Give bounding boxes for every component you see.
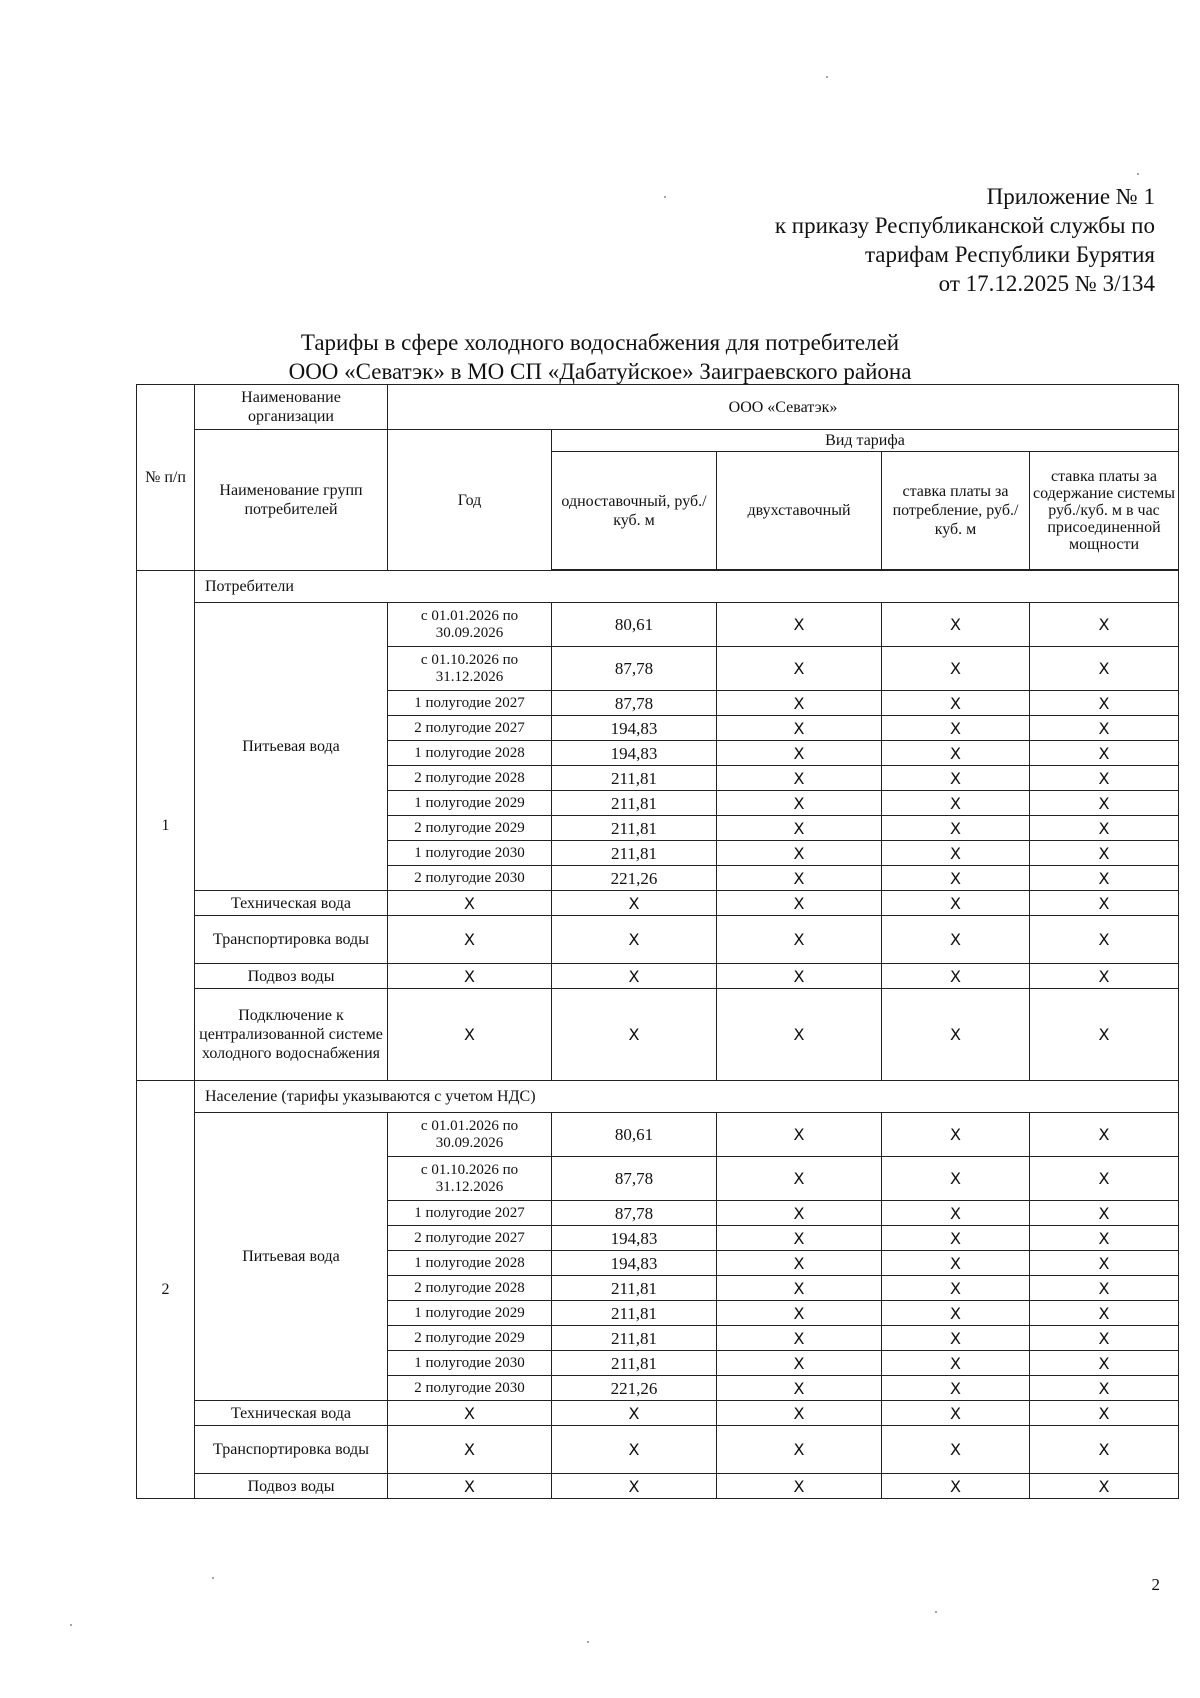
consumer-group-label: Транспортировка воды — [195, 1426, 388, 1474]
x-mark: X — [1030, 716, 1179, 741]
x-mark: X — [882, 1426, 1030, 1474]
x-mark: X — [1030, 866, 1179, 891]
x-mark: X — [388, 989, 552, 1081]
period-cell: 2 полугодие 2029 — [388, 1326, 552, 1351]
x-mark: X — [388, 1474, 552, 1499]
x-mark: X — [552, 891, 717, 916]
period-cell: 1 полугодие 2028 — [388, 741, 552, 766]
x-mark: X — [1030, 891, 1179, 916]
x-mark: X — [882, 1157, 1030, 1201]
single-rate-value: 211,81 — [552, 841, 717, 866]
x-mark: X — [717, 1157, 882, 1201]
page-number: 2 — [1151, 1575, 1160, 1594]
row-number: 2 — [137, 1081, 195, 1499]
x-mark: X — [1030, 1276, 1179, 1301]
table-row — [137, 916, 1179, 964]
single-rate-value: 221,26 — [552, 1376, 717, 1401]
x-mark: X — [717, 791, 882, 816]
period-cell: с 01.10.2026 по 31.12.2026 — [388, 1157, 552, 1201]
period-cell: 2 полугодие 2030 — [388, 866, 552, 891]
x-mark: X — [717, 1276, 882, 1301]
table-row — [137, 1113, 1179, 1157]
x-mark: X — [1030, 1401, 1179, 1426]
x-mark: X — [1030, 1301, 1179, 1326]
group-title: Потребители — [195, 571, 1179, 603]
x-mark: X — [882, 1276, 1030, 1301]
x-mark: X — [882, 1113, 1030, 1157]
single-rate-value: 211,81 — [552, 766, 717, 791]
org-label-header: Наименование организации — [195, 385, 388, 430]
groups-header: Наименование групп потребителей — [195, 430, 388, 571]
single-rate-value: 194,83 — [552, 1226, 717, 1251]
period-cell: с 01.01.2026 по 30.09.2026 — [388, 603, 552, 647]
x-mark: X — [882, 964, 1030, 989]
group-title: Население (тарифы указываются с учетом НДС) — [195, 1081, 1179, 1113]
x-mark: X — [388, 916, 552, 964]
x-mark: X — [1030, 1251, 1179, 1276]
period-cell: 2 полугодие 2030 — [388, 1376, 552, 1401]
document-title — [140, 328, 1060, 386]
period-cell: 1 полугодие 2027 — [388, 1201, 552, 1226]
tariff-table-body — [137, 385, 1179, 1499]
single-rate-header: одноставочный, руб./ куб. м — [552, 452, 717, 570]
consumer-group-label: Техническая вода — [195, 891, 388, 916]
appendix-line: тарифам Республики Бурятия — [864, 242, 1155, 267]
x-mark: X — [1030, 841, 1179, 866]
x-mark: X — [882, 1351, 1030, 1376]
consumer-group-label: Подвоз воды — [195, 964, 388, 989]
x-mark: X — [717, 964, 882, 989]
x-mark: X — [552, 916, 717, 964]
x-mark: X — [717, 816, 882, 841]
x-mark: X — [882, 741, 1030, 766]
x-mark: X — [882, 603, 1030, 647]
x-mark: X — [1030, 1351, 1179, 1376]
x-mark: X — [1030, 1376, 1179, 1401]
x-mark: X — [717, 716, 882, 741]
scan-speck — [935, 1611, 937, 1613]
single-rate-value: 87,78 — [552, 1201, 717, 1226]
x-mark: X — [1030, 1113, 1179, 1157]
single-rate-value: 211,81 — [552, 1326, 717, 1351]
scan-speck — [587, 1641, 589, 1643]
period-cell: 2 полугодие 2029 — [388, 816, 552, 841]
table-row — [137, 891, 1179, 916]
x-mark: X — [1030, 1474, 1179, 1499]
single-rate-value: 211,81 — [552, 791, 717, 816]
appendix-line: Приложение № 1 — [986, 184, 1155, 209]
x-mark: X — [552, 1474, 717, 1499]
period-cell: 1 полугодие 2028 — [388, 1251, 552, 1276]
x-mark: X — [1030, 603, 1179, 647]
x-mark: X — [717, 647, 882, 691]
tariff-kind-header: Вид тарифа — [552, 430, 1179, 452]
x-mark: X — [882, 716, 1030, 741]
x-mark: X — [717, 1201, 882, 1226]
table-row — [137, 1081, 1179, 1113]
table-row — [137, 1401, 1179, 1426]
x-mark: X — [1030, 691, 1179, 716]
period-cell: 2 полугодие 2027 — [388, 716, 552, 741]
x-mark: X — [1030, 1326, 1179, 1351]
table-row — [137, 1426, 1179, 1474]
appendix-line: от 17.12.2025 № 3/134 — [938, 271, 1155, 296]
single-rate-value: 194,83 — [552, 741, 717, 766]
single-rate-value: 211,81 — [552, 1351, 717, 1376]
x-mark: X — [717, 603, 882, 647]
x-mark: X — [552, 1426, 717, 1474]
period-cell: с 01.01.2026 по 30.09.2026 — [388, 1113, 552, 1157]
consumer-group-label: Техническая вода — [195, 1401, 388, 1426]
x-mark: X — [552, 964, 717, 989]
x-mark: X — [717, 1474, 882, 1499]
x-mark: X — [717, 866, 882, 891]
single-rate-value: 80,61 — [552, 603, 717, 647]
period-cell: 1 полугодие 2029 — [388, 1301, 552, 1326]
x-mark: X — [882, 691, 1030, 716]
period-cell: с 01.10.2026 по 31.12.2026 — [388, 647, 552, 691]
period-cell: 1 полугодие 2029 — [388, 791, 552, 816]
year-header: Год — [388, 430, 552, 571]
single-rate-value: 194,83 — [552, 1251, 717, 1276]
x-mark: X — [1030, 816, 1179, 841]
consumption-rate-header: ставка платы за потребление, руб./ куб. м — [882, 452, 1030, 570]
x-mark: X — [717, 1301, 882, 1326]
org-value-header: ООО «Севатэк» — [388, 385, 1179, 430]
period-cell: 1 полугодие 2030 — [388, 841, 552, 866]
x-mark: X — [882, 1326, 1030, 1351]
x-mark: X — [882, 1401, 1030, 1426]
period-cell: 2 полугодие 2028 — [388, 766, 552, 791]
consumer-group-label: Подвоз воды — [195, 1474, 388, 1499]
table-row — [137, 1474, 1179, 1499]
consumer-group-label: Подключение к централизованной системе холодного водоснабжения — [195, 989, 388, 1081]
x-mark: X — [1030, 989, 1179, 1081]
appendix-line: к приказу Республиканской службы по — [774, 213, 1155, 238]
period-cell: 1 полугодие 2027 — [388, 691, 552, 716]
x-mark: X — [717, 1351, 882, 1376]
scan-speck — [664, 196, 666, 198]
x-mark: X — [717, 1326, 882, 1351]
x-mark: X — [717, 1401, 882, 1426]
x-mark: X — [882, 791, 1030, 816]
title-line-2: ООО «Севатэк» в МО СП «Дабатуйское» Заиграевского района — [288, 359, 912, 384]
x-mark: X — [1030, 1226, 1179, 1251]
single-rate-value: 211,81 — [552, 1276, 717, 1301]
drinking-water-label: Питьевая вода — [195, 1113, 388, 1401]
single-rate-value: 87,78 — [552, 1157, 717, 1201]
single-rate-value: 194,83 — [552, 716, 717, 741]
table-row — [137, 964, 1179, 989]
x-mark: X — [882, 841, 1030, 866]
x-mark: X — [717, 841, 882, 866]
x-mark: X — [882, 989, 1030, 1081]
x-mark: X — [1030, 741, 1179, 766]
period-cell: 2 полугодие 2027 — [388, 1226, 552, 1251]
x-mark: X — [1030, 1201, 1179, 1226]
x-mark: X — [1030, 647, 1179, 691]
period-cell: 2 полугодие 2028 — [388, 1276, 552, 1301]
x-mark: X — [717, 691, 882, 716]
x-mark: X — [882, 816, 1030, 841]
x-mark: X — [552, 1401, 717, 1426]
x-mark: X — [1030, 916, 1179, 964]
x-mark: X — [552, 989, 717, 1081]
two-rate-header: двухставочный — [717, 452, 882, 570]
row-number: 1 — [137, 571, 195, 1081]
x-mark: X — [717, 891, 882, 916]
x-mark: X — [717, 1251, 882, 1276]
x-mark: X — [388, 964, 552, 989]
x-mark: X — [388, 1426, 552, 1474]
x-mark: X — [717, 916, 882, 964]
x-mark: X — [717, 989, 882, 1081]
single-rate-value: 211,81 — [552, 1301, 717, 1326]
single-rate-value: 211,81 — [552, 816, 717, 841]
drinking-water-label: Питьевая вода — [195, 603, 388, 891]
x-mark: X — [882, 1301, 1030, 1326]
maintenance-rate-header: ставка платы за содержание системы руб./куб. м в час присоединенной мощности — [1030, 452, 1179, 570]
single-rate-value: 80,61 — [552, 1113, 717, 1157]
x-mark: X — [717, 1113, 882, 1157]
x-mark: X — [882, 1226, 1030, 1251]
x-mark: X — [1030, 1426, 1179, 1474]
tariff-table-wrapper — [136, 384, 1178, 1499]
x-mark: X — [717, 1376, 882, 1401]
single-rate-value: 87,78 — [552, 647, 717, 691]
title-line-1: Тарифы в сфере холодного водоснабжения для потребителей — [300, 330, 900, 355]
x-mark: X — [882, 1376, 1030, 1401]
x-mark: X — [717, 1426, 882, 1474]
x-mark: X — [1030, 766, 1179, 791]
x-mark: X — [1030, 791, 1179, 816]
single-rate-value: 221,26 — [552, 866, 717, 891]
table-row — [137, 571, 1179, 603]
x-mark: X — [717, 1226, 882, 1251]
single-rate-value: 87,78 — [552, 691, 717, 716]
x-mark: X — [882, 916, 1030, 964]
tariff-table — [136, 384, 1179, 1499]
x-mark: X — [717, 766, 882, 791]
scan-speck — [212, 1577, 214, 1579]
num-header: № п/п — [137, 385, 195, 571]
consumer-group-label: Транспортировка воды — [195, 916, 388, 964]
x-mark: X — [388, 891, 552, 916]
table-row — [137, 989, 1179, 1081]
scan-speck — [826, 76, 828, 78]
x-mark: X — [882, 866, 1030, 891]
appendix-block — [455, 182, 1155, 298]
x-mark: X — [882, 891, 1030, 916]
x-mark: X — [882, 1474, 1030, 1499]
x-mark: X — [1030, 1157, 1179, 1201]
x-mark: X — [388, 1401, 552, 1426]
x-mark: X — [882, 766, 1030, 791]
x-mark: X — [882, 1251, 1030, 1276]
x-mark: X — [882, 1201, 1030, 1226]
table-row — [137, 603, 1179, 647]
x-mark: X — [1030, 964, 1179, 989]
x-mark: X — [882, 647, 1030, 691]
x-mark: X — [717, 741, 882, 766]
scan-speck — [1137, 173, 1139, 175]
scan-speck — [70, 1624, 72, 1626]
period-cell: 1 полугодие 2030 — [388, 1351, 552, 1376]
